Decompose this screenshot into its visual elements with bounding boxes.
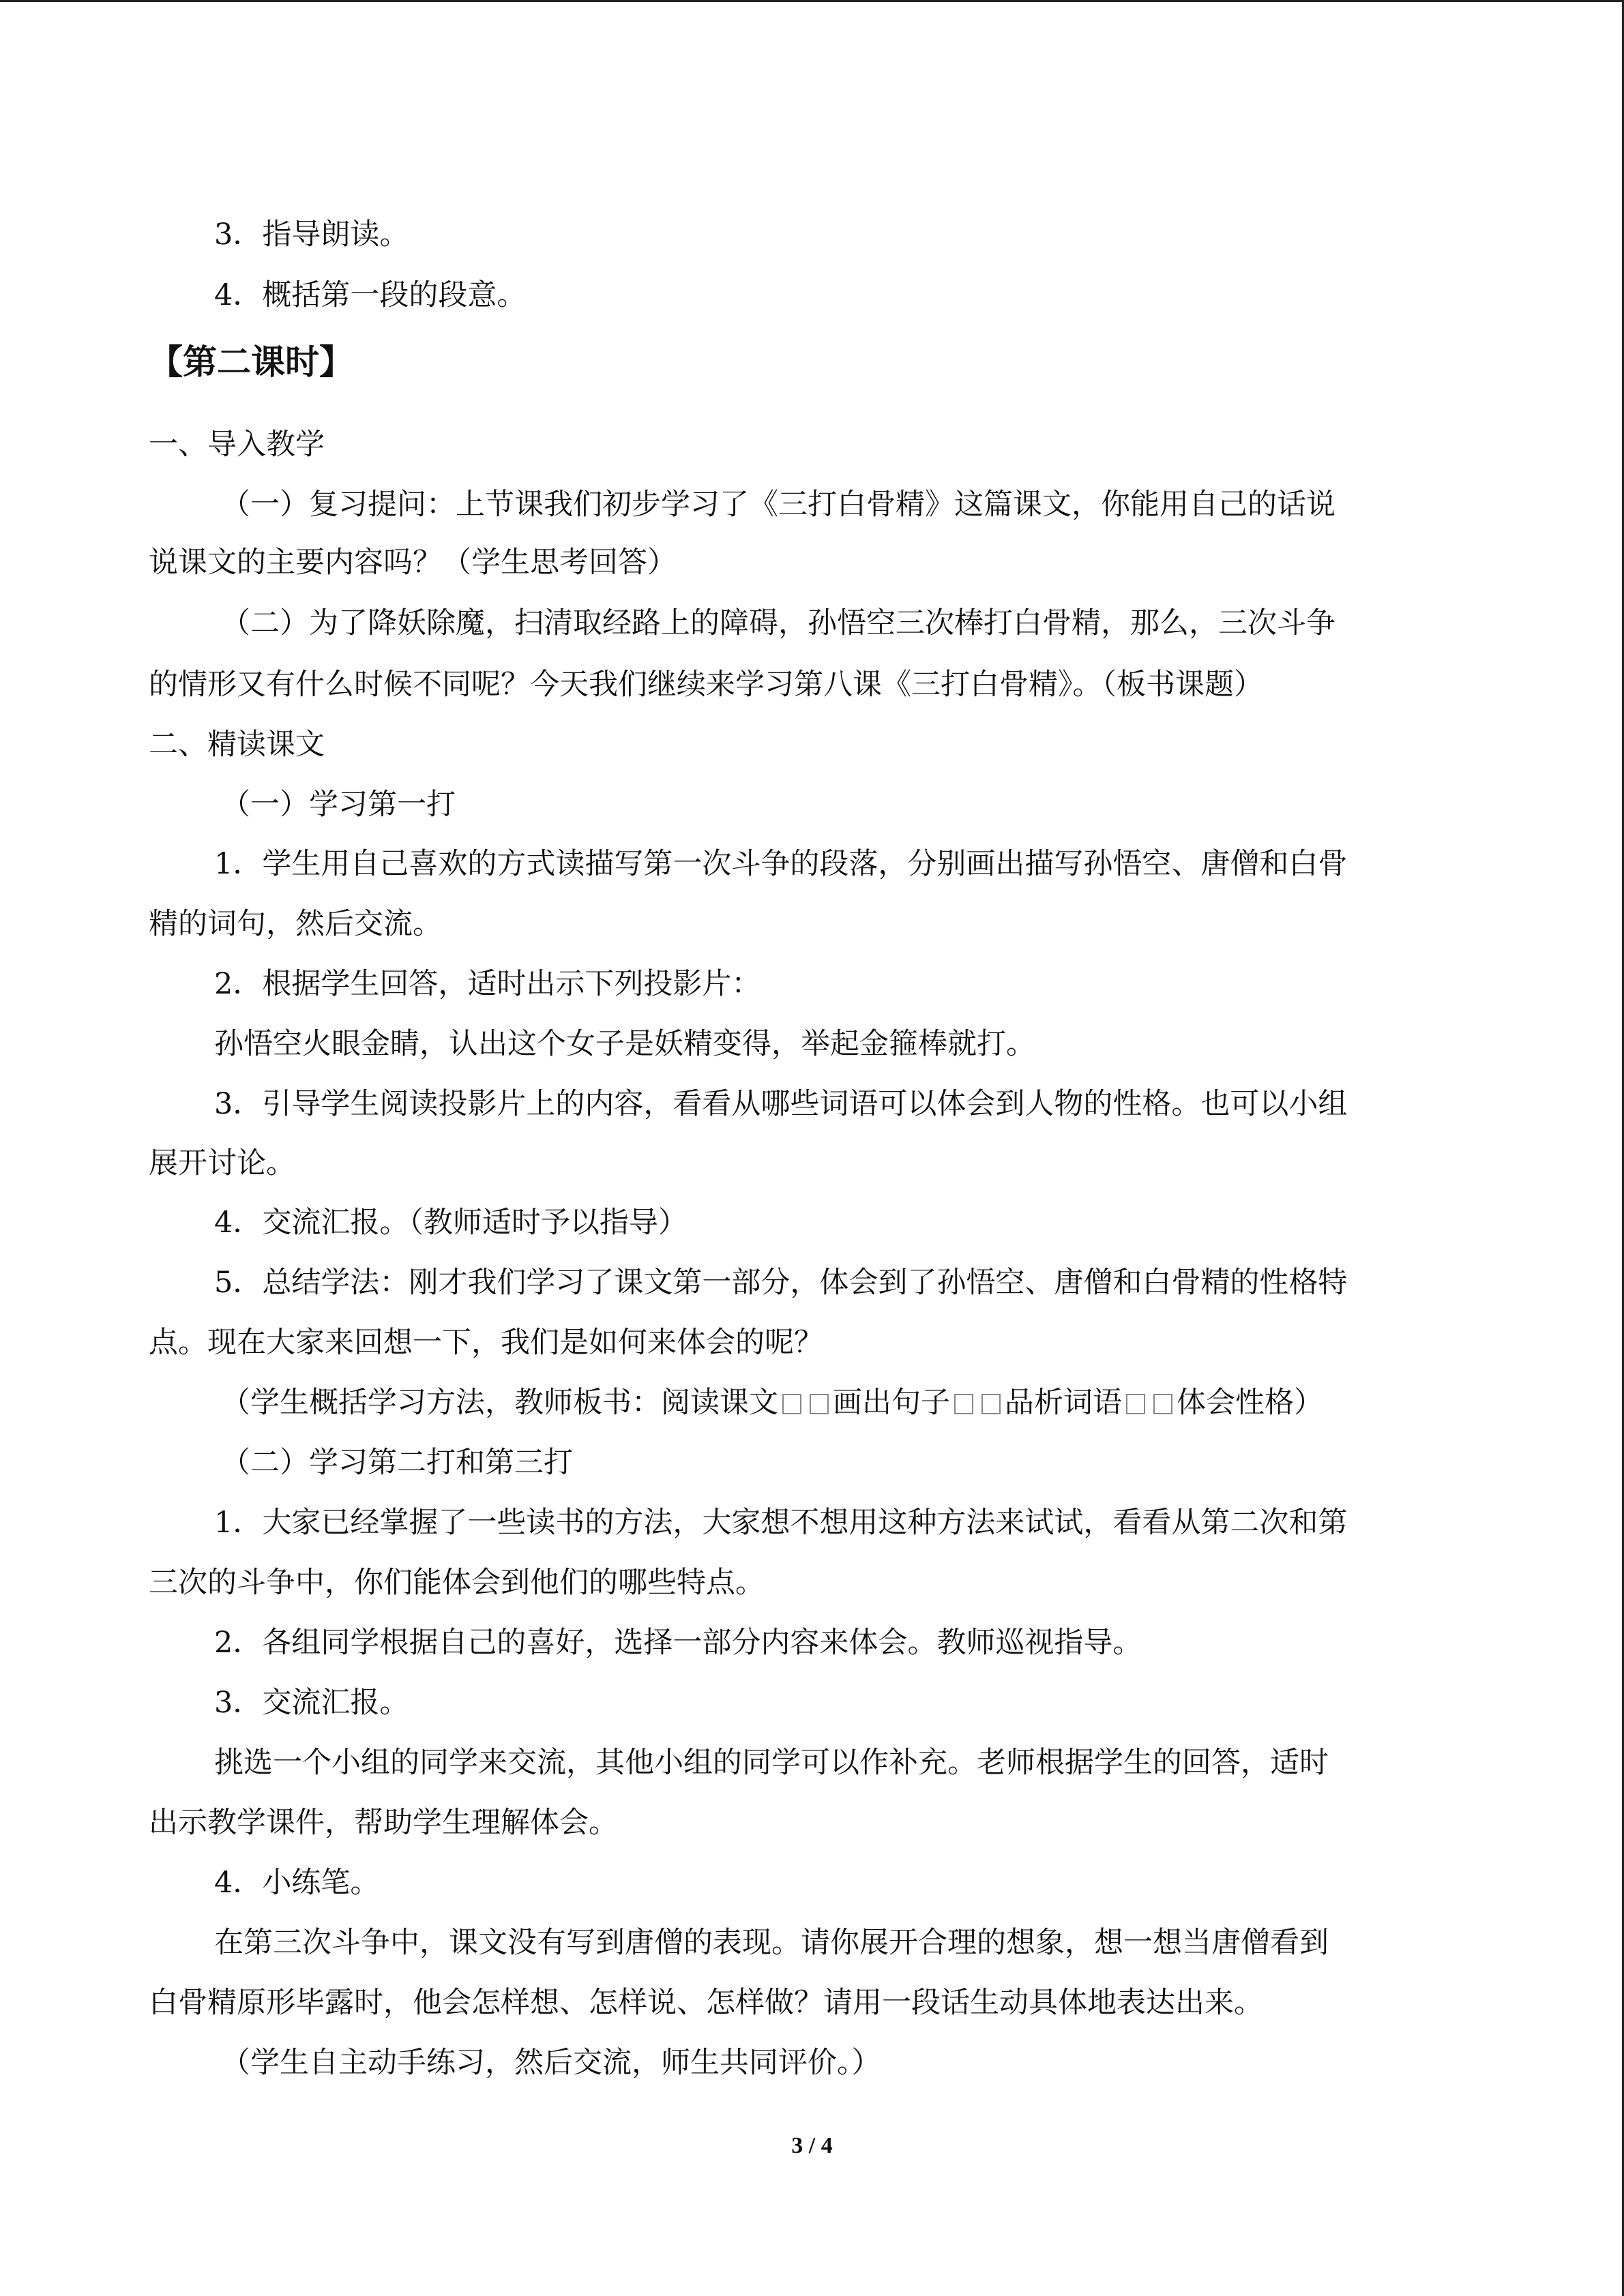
paragraph: 精的词句，然后交流。 <box>149 907 442 941</box>
section-heading: 【第二课时】 <box>149 342 353 382</box>
paragraph: 出示教学课件，帮助学生理解体会。 <box>149 1806 618 1840</box>
paragraph: 1．大家已经掌握了一些读书的方法，大家想不想用这种方法来试试，看看从第二次和第 <box>214 1506 1348 1540</box>
placeholder-box-icon <box>954 1394 973 1414</box>
paragraph: 的情形又有什么时候不同呢？今天我们继续来学习第八课《三打白骨精》。（板书课题） <box>149 668 1263 702</box>
paragraph: 1．学生用自己喜欢的方式读描写第一次斗争的段落，分别画出描写孙悟空、唐僧和白骨 <box>214 847 1348 881</box>
text-run: 体会性格） <box>1177 1386 1323 1420</box>
paragraph: 展开讨论。 <box>149 1146 295 1180</box>
paragraph: 白骨精原形毕露时，他会怎样想、怎样说、怎样做？请用一段话生动具体地表达出来。 <box>149 1986 1263 2020</box>
text-run: （学生概括学习方法，教师板书：阅读课文 <box>221 1386 778 1420</box>
paragraph: 一、导入教学 <box>149 428 325 462</box>
paragraph: 孙悟空火眼金睛，认出这个女子是妖精变得，举起金箍棒就打。 <box>214 1027 1035 1061</box>
paragraph: 4．小练笔。 <box>214 1866 380 1900</box>
paragraph: 2．根据学生回答，适时出示下列投影片： <box>214 967 761 1001</box>
paragraph: （一）学习第一打 <box>221 788 456 822</box>
text-run: 品析词语 <box>1005 1386 1122 1420</box>
page-border-top <box>0 0 1624 2</box>
paragraph: 3．引导学生阅读投影片上的内容，看看从哪些词语可以体会到人物的性格。也可以小组 <box>214 1087 1348 1121</box>
paragraph: 3．交流汇报。 <box>214 1686 409 1720</box>
paragraph: 点。现在大家来回想一下，我们是如何来体会的呢？ <box>149 1326 823 1360</box>
paragraph: （学生自主动手练习，然后交流，师生共同评价。） <box>221 2046 881 2080</box>
placeholder-box-icon <box>810 1394 829 1414</box>
paragraph: 挑选一个小组的同学来交流，其他小组的同学可以作补充。老师根据学生的回答，适时 <box>214 1746 1329 1780</box>
placeholder-box-icon <box>981 1394 1001 1414</box>
paragraph <box>221 1382 1551 1423</box>
paragraph: （二）学习第二打和第三打 <box>221 1446 573 1480</box>
paragraph: 说课文的主要内容吗？（学生思考回答） <box>149 546 677 580</box>
paragraph: 4．交流汇报。（教师适时予以指导） <box>214 1206 688 1240</box>
placeholder-box-icon <box>782 1394 801 1414</box>
paragraph: 三次的斗争中，你们能体会到他们的哪些特点。 <box>149 1566 765 1600</box>
page-number: 3 / 4 <box>791 2133 833 2158</box>
paragraph: 3．指导朗读。 <box>214 218 409 252</box>
paragraph: 2．各组同学根据自己的喜好，选择一部分内容来体会。教师巡视指导。 <box>214 1626 1142 1660</box>
placeholder-box-icon <box>1126 1394 1145 1414</box>
paragraph: 在第三次斗争中，课文没有写到唐僧的表现。请你展开合理的想象，想一想当唐僧看到 <box>214 1926 1329 1960</box>
text-run: 画出句子 <box>833 1386 950 1420</box>
paragraph: 4．概括第一段的段意。 <box>214 278 527 312</box>
paragraph: 5．总结学法：刚才我们学习了课文第一部分，体会到了孙悟空、唐僧和白骨精的性格特 <box>214 1266 1348 1300</box>
paragraph: （二）为了降妖除魔，扫清取经路上的障碍，孙悟空三次棒打白骨精，那么，三次斗争 <box>221 606 1335 640</box>
paragraph: 二、精读课文 <box>149 728 325 762</box>
placeholder-box-icon <box>1153 1394 1172 1414</box>
paragraph: （一）复习提问：上节课我们初步学习了《三打白骨精》这篇课文，你能用自己的话说 <box>221 488 1335 522</box>
